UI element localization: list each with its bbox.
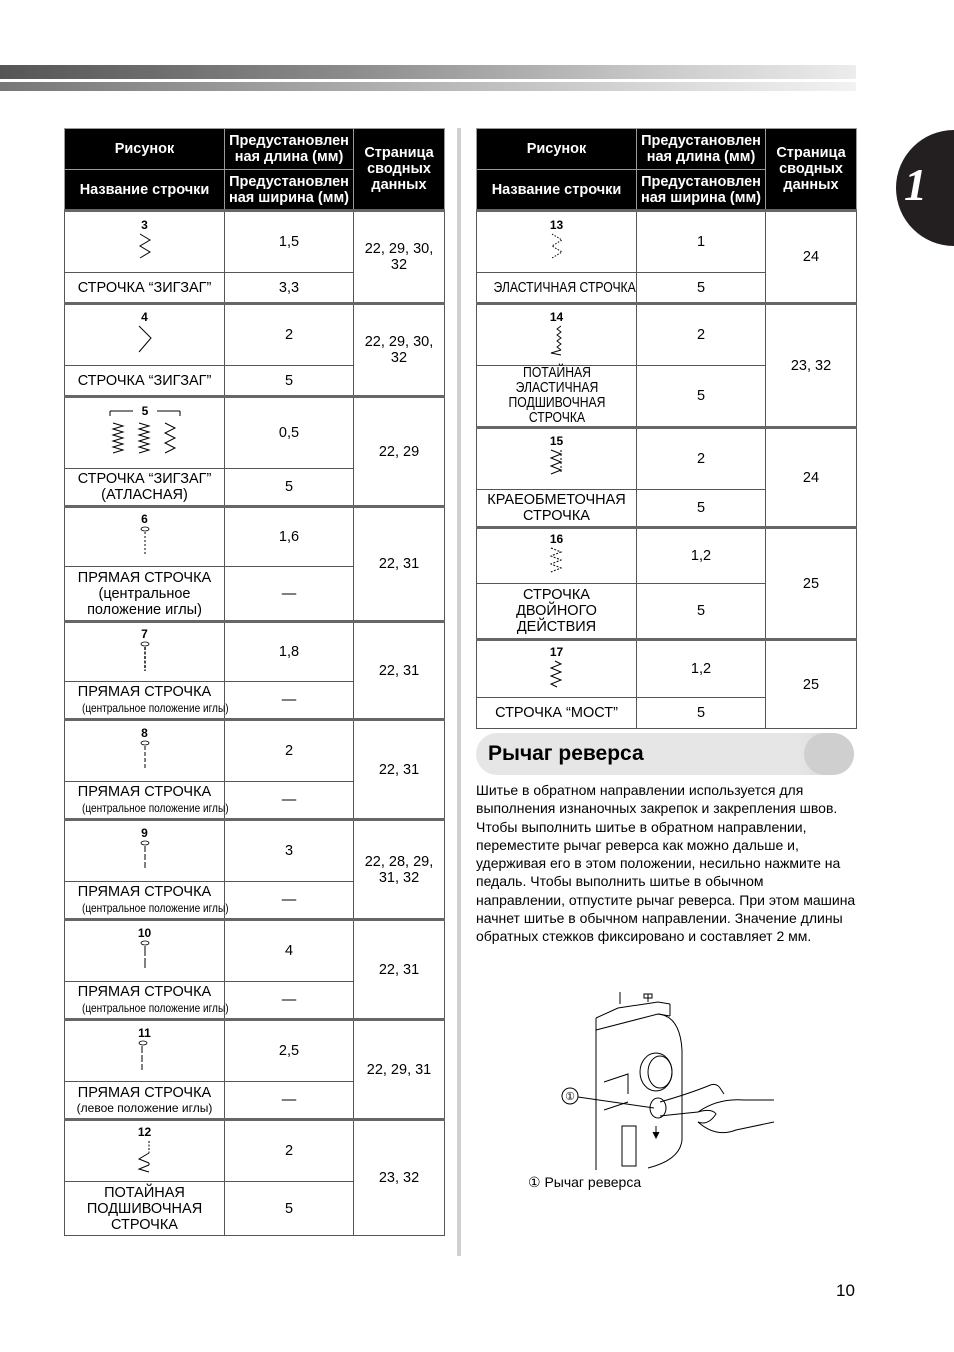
- stitch-number: 10: [137, 925, 152, 940]
- stitch-name-cell: [477, 366, 637, 428]
- chapter-number: 1: [904, 159, 927, 210]
- summary-pages: 22, 28, 29, 31, 32: [354, 820, 445, 920]
- stitch-pattern-5: [65, 397, 225, 469]
- width-value: 5: [225, 469, 354, 507]
- length-value: 2: [225, 720, 354, 782]
- stitch-pattern-14: [477, 304, 637, 366]
- stitch-note: (левое положение иглы): [76, 1101, 213, 1115]
- stitch-note: (центральное положение иглы): [87, 585, 202, 618]
- stitch-name-cell: [477, 273, 637, 304]
- width-value: —: [225, 982, 354, 1020]
- summary-pages: 22, 31: [354, 920, 445, 1020]
- header-stripe: [0, 65, 856, 79]
- stitch-name: СТРОЧКА “МОСТ”: [477, 698, 637, 729]
- stitch-pattern-3: [65, 211, 225, 273]
- stitch-pattern-13: [477, 211, 637, 273]
- stitch-name-cell: [65, 982, 229, 1020]
- table-row: [477, 304, 857, 366]
- summary-pages: 23, 32: [766, 304, 857, 428]
- straight-stitch-icon: [138, 641, 152, 673]
- stitch-number: 13: [549, 217, 564, 232]
- length-value: 0,5: [225, 397, 354, 469]
- table-row: [65, 507, 445, 567]
- length-value: 1,2: [637, 528, 766, 584]
- table-row: [477, 211, 857, 273]
- double-action-stitch-icon: [547, 546, 567, 576]
- summary-pages: 22, 29: [354, 397, 445, 507]
- stitch-name: ПРЯМАЯ СТРОЧКА: [77, 684, 212, 700]
- table-row: [65, 720, 445, 782]
- width-value: 5: [225, 1182, 354, 1236]
- table-row: [477, 528, 857, 584]
- length-value: 1,8: [225, 622, 354, 682]
- straight-stitch-icon: [138, 526, 152, 558]
- stitch-note: (центральное положение иглы): [81, 701, 229, 715]
- stitch-pattern-4: [65, 304, 225, 366]
- stitch-name: ПРЯМАЯ СТРОЧКА: [77, 784, 212, 800]
- stitch-pattern-16: [477, 528, 637, 584]
- width-value: —: [225, 682, 354, 720]
- elastic-zigzag-icon: [547, 232, 567, 262]
- stitch-name: ПОТАЙНАЯ ПОДШИВОЧНАЯ СТРОЧКА: [65, 1182, 225, 1236]
- stitch-pattern-9: [65, 820, 225, 882]
- straight-stitch-icon: [138, 740, 152, 772]
- length-value: 4: [225, 920, 354, 982]
- blind-hem-stitch-icon: [135, 1139, 155, 1173]
- table-row: [65, 1020, 445, 1082]
- stitch-pattern-6: [65, 507, 225, 567]
- straight-stitch-icon: [138, 1040, 152, 1072]
- width-value: 3,3: [225, 273, 354, 304]
- length-value: 2,5: [225, 1020, 354, 1082]
- stitch-number: 12: [137, 1124, 152, 1139]
- table-row: [477, 428, 857, 490]
- summary-pages: 22, 29, 30, 32: [354, 304, 445, 397]
- table-row: [65, 1120, 445, 1182]
- length-value: 2: [225, 304, 354, 366]
- section-title-bar: [476, 733, 854, 775]
- stitch-number: 11: [138, 1025, 151, 1040]
- length-value: 1: [637, 211, 766, 273]
- header-preset-width: Предустановлен ная ширина (мм): [225, 170, 354, 211]
- stitch-name-cell: [65, 1082, 225, 1120]
- wide-zigzag-stitch-icon: [135, 324, 155, 356]
- stitch-name-cell: [65, 567, 225, 622]
- header-preset-width: Предустановлен ная ширина (мм): [637, 170, 766, 211]
- stitch-pattern-11: [65, 1020, 225, 1082]
- stitch-name: СТРОЧКА “ЗИГЗАГ”: [65, 273, 225, 304]
- header-stripe-secondary: [0, 82, 856, 91]
- stitch-pattern-17: [477, 640, 637, 698]
- stitch-name-cell: [65, 782, 229, 820]
- stitch-name: ПРЯМАЯ СТРОЧКА: [77, 1085, 212, 1101]
- section-title: Рычаг реверса: [488, 742, 644, 765]
- summary-pages: 22, 29, 31: [354, 1020, 445, 1120]
- summary-pages: 22, 29, 30, 32: [354, 211, 445, 304]
- header-stitch-name: Название строчки: [65, 170, 225, 211]
- stitch-number: 4: [141, 309, 148, 324]
- stitch-name: СТРОЧКА “ЗИГЗАГ”: [65, 366, 225, 397]
- elastic-blind-hem-icon: [547, 324, 567, 356]
- width-value: 5: [637, 698, 766, 729]
- straight-stitch-icon: [138, 840, 152, 872]
- length-value: 2: [637, 304, 766, 366]
- column-divider: [457, 128, 461, 1256]
- width-value: 5: [225, 366, 354, 397]
- summary-pages: 23, 32: [354, 1120, 445, 1236]
- stitch-number: 15: [549, 433, 564, 448]
- width-value: 5: [637, 490, 766, 528]
- bridge-stitch-icon: [547, 659, 567, 689]
- width-value: —: [225, 567, 354, 622]
- stitch-number: 16: [549, 531, 564, 546]
- stitch-name-cell: [65, 682, 229, 720]
- length-value: 2: [637, 428, 766, 490]
- stitch-note: (центральное положение иглы): [81, 801, 229, 815]
- stitch-number: 9: [141, 825, 148, 840]
- header-preset-length: Предустановлен ная длина (мм): [225, 129, 354, 170]
- width-value: —: [225, 782, 354, 820]
- section-title-bar-end: [804, 733, 854, 775]
- stitch-number: 6: [141, 511, 148, 526]
- width-value: —: [225, 882, 354, 920]
- table-row: [65, 820, 445, 882]
- stitch-pattern-15: [477, 428, 637, 490]
- header-picture: Рисунок: [65, 129, 225, 170]
- width-value: 5: [637, 366, 766, 428]
- stitch-number: 14: [549, 309, 564, 324]
- stitch-pattern-7: [65, 622, 225, 682]
- header-picture: Рисунок: [477, 129, 637, 170]
- summary-pages: 25: [766, 640, 857, 729]
- summary-pages: 25: [766, 528, 857, 640]
- stitch-note: (центральное положение иглы): [81, 1001, 229, 1015]
- length-value: 1,2: [637, 640, 766, 698]
- stitch-number: 3: [141, 217, 148, 232]
- zigzag-stitch-icon: [135, 232, 155, 262]
- stitch-name-cell: [65, 882, 229, 920]
- stitch-pattern-12: [65, 1120, 225, 1182]
- table-row: [65, 397, 445, 469]
- satin-stitch-icon: [105, 405, 185, 457]
- summary-pages: 24: [766, 211, 857, 304]
- stitch-number: 5: [141, 405, 148, 418]
- table-row: [65, 920, 445, 982]
- page-number: 10: [836, 1281, 855, 1300]
- stitch-name: КРАЕОБМЕТОЧНАЯ СТРОЧКА: [477, 490, 637, 528]
- table-row: [65, 304, 445, 366]
- straight-stitch-icon: [138, 940, 152, 972]
- length-value: 2: [225, 1120, 354, 1182]
- width-value: —: [225, 1082, 354, 1120]
- header-preset-length: Предустановлен ная длина (мм): [637, 129, 766, 170]
- section-body: Шитье в обратном направлении используется для выполнения изнаночных закрепок и закрепления швов. Чтобы выполнить шитье в обратном направлении, переместите рычаг реверса как можно дальше и, удерживая его в этом положении, несильно нажмите на педаль. Чтобы выполнить шитье в обычном направлении, отпустите рычаг реверса. При этом машина начнет шитье в обычном направлении. Значение длины обратных стежков фиксировано и составляет 2 мм.: [476, 782, 856, 945]
- header-summary-page: Страница сводных данных: [766, 129, 857, 211]
- stitch-name: ЭЛАСТИЧНАЯ СТРОЧКА: [493, 279, 636, 296]
- stitch-name: ПРЯМАЯ СТРОЧКА: [77, 984, 212, 1000]
- summary-pages: 22, 31: [354, 507, 445, 622]
- summary-pages: 22, 31: [354, 622, 445, 720]
- table-row: [65, 211, 445, 273]
- stitch-number: 17: [549, 644, 564, 659]
- stitch-table-right: [476, 128, 857, 729]
- width-value: 5: [637, 273, 766, 304]
- stitch-number: 8: [141, 725, 148, 740]
- stitch-number: 7: [141, 626, 148, 641]
- stitch-table-left: [64, 128, 445, 1236]
- header-summary-page: Страница сводных данных: [354, 129, 445, 211]
- summary-pages: 24: [766, 428, 857, 528]
- stitch-name: СТРОЧКА “ЗИГЗАГ” (АТЛАСНАЯ): [65, 469, 225, 507]
- stitch-name: ПРЯМАЯ СТРОЧКА: [77, 884, 212, 900]
- header-stitch-name: Название строчки: [477, 170, 637, 211]
- callout-marker: ①: [565, 1091, 575, 1103]
- length-value: 1,6: [225, 507, 354, 567]
- length-value: 1,5: [225, 211, 354, 273]
- stitch-name: ПРЯМАЯ СТРОЧКА: [77, 569, 212, 586]
- illustration-caption: ① Рычаг реверса: [528, 1174, 642, 1190]
- width-value: 5: [637, 584, 766, 640]
- table-row: [477, 640, 857, 698]
- table-row: [65, 622, 445, 682]
- overcasting-stitch-icon: [547, 448, 567, 480]
- stitch-pattern-8: [65, 720, 225, 782]
- stitch-pattern-10: [65, 920, 225, 982]
- stitch-note: (центральное положение иглы): [81, 901, 229, 915]
- stitch-name: СТРОЧКА ДВОЙНОГО ДЕЙСТВИЯ: [477, 584, 637, 640]
- summary-pages: 22, 31: [354, 720, 445, 820]
- stitch-name: ПОТАЙНАЯ ЭЛАСТИЧНАЯ ПОДШИВОЧНАЯ СТРОЧКА: [508, 365, 606, 426]
- length-value: 3: [225, 820, 354, 882]
- reverse-lever-illustration: [548, 990, 778, 1170]
- chapter-tab: [896, 130, 954, 246]
